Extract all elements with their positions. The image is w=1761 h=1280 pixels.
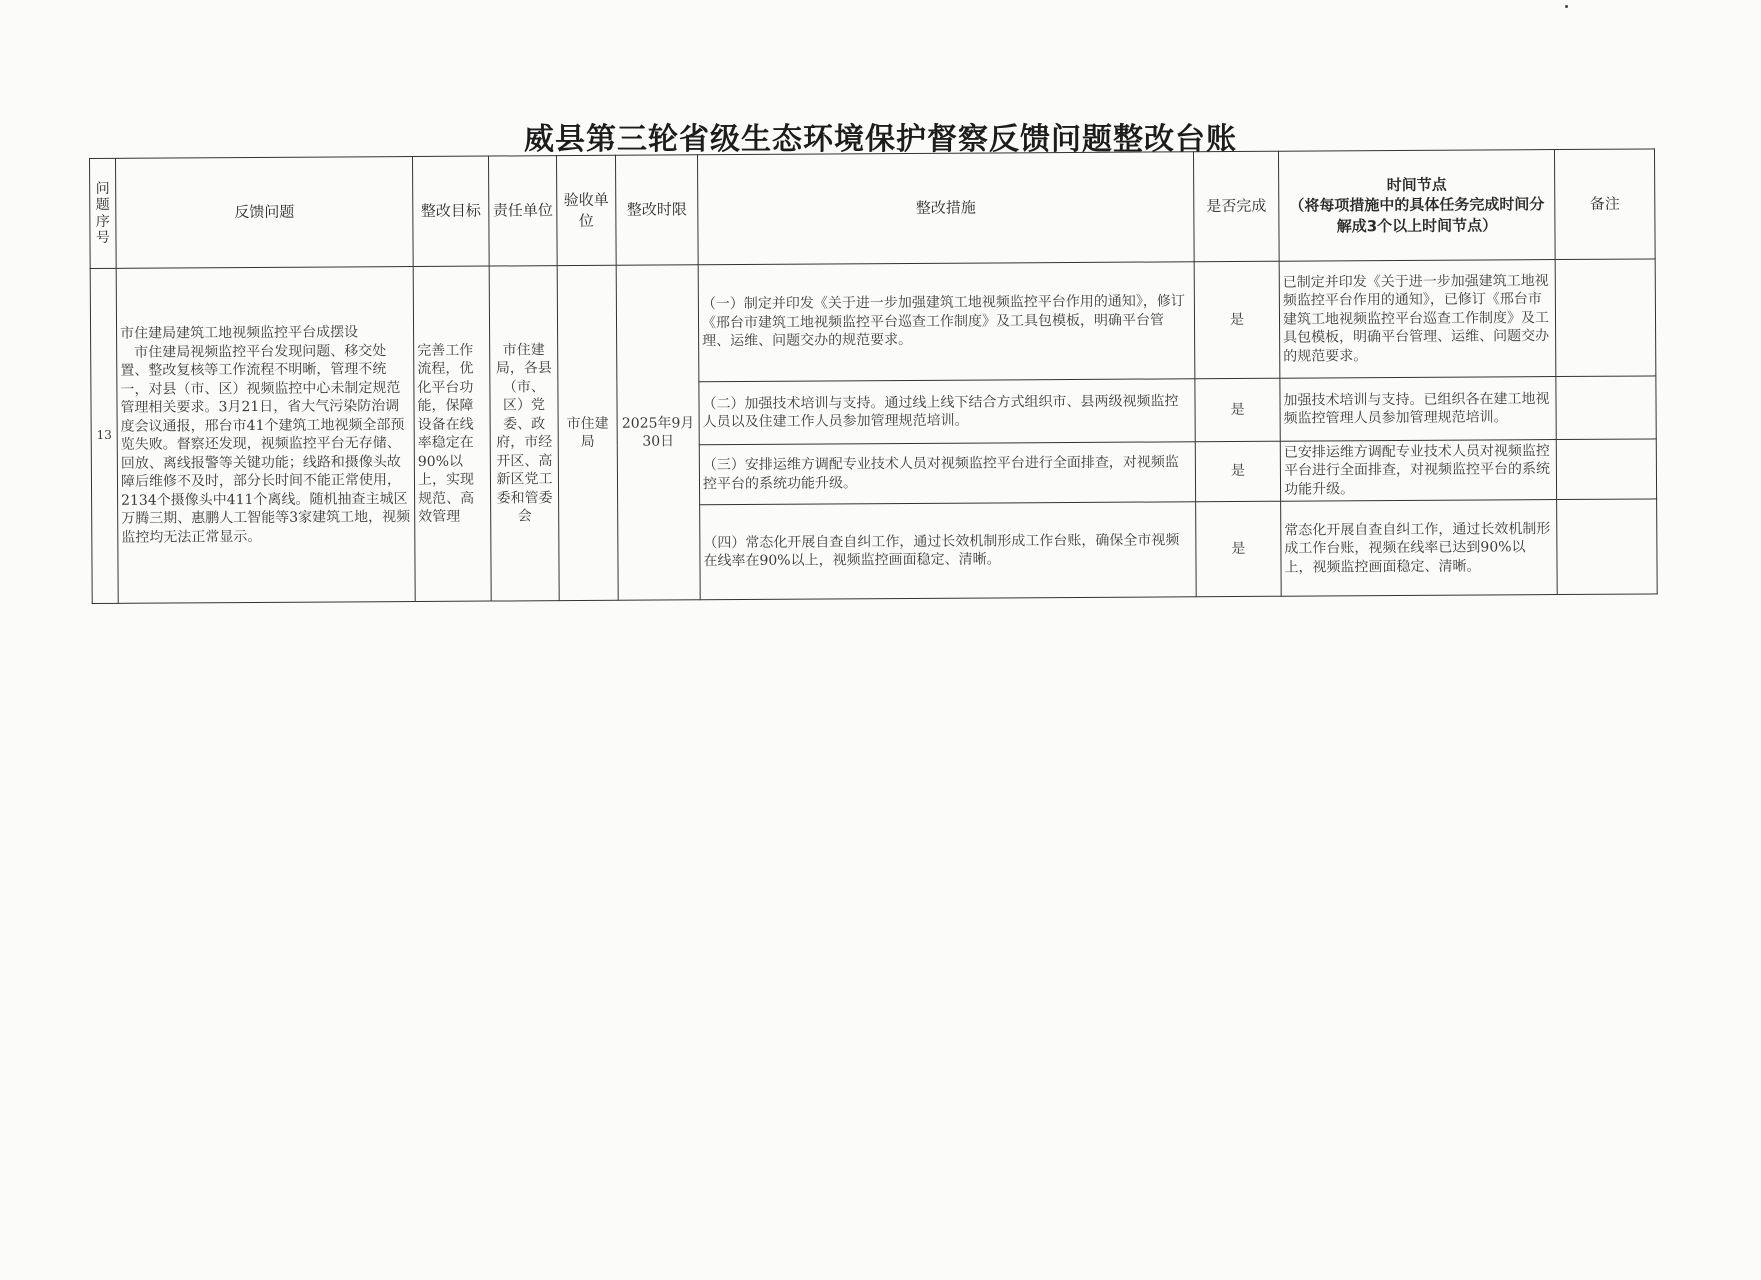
measure-text: （三）安排运维方调配专业技术人员对视频监控平台进行全面排查，对视频监控平台的系统功能升级。 bbox=[699, 442, 1195, 505]
header-seq: 问题序号 bbox=[90, 158, 117, 268]
record-acceptance: 市住建局 bbox=[557, 265, 618, 601]
measure-remarks bbox=[1556, 439, 1656, 500]
header-row bbox=[90, 149, 1656, 269]
header-goal: 整改目标 bbox=[412, 156, 489, 266]
table-row bbox=[90, 259, 1656, 386]
record-seq: 13 bbox=[90, 268, 118, 604]
header-measures: 整改措施 bbox=[697, 152, 1194, 265]
header-acceptance: 验收单位 bbox=[556, 155, 616, 265]
measure-text: （二）加强技术培训与支持。通过线上线下结合方式组织市、县两级视频监控人员以及住建工作人员参加管理规范培训。 bbox=[699, 379, 1195, 445]
measure-progress: 常态化开展自查自纠工作，通过长效机制形成工作台账，视频在线率已达到90%以上，视频监控画面稳定、清晰。 bbox=[1281, 500, 1558, 597]
measure-progress: 加强技术培训与支持。已组织各在建工地视频监控管理人员参加管理规范培训。 bbox=[1280, 377, 1556, 442]
rectification-ledger-table bbox=[89, 148, 1658, 604]
measure-text: （一）制定并印发《关于进一步加强建筑工地视频监控平台作用的通知》，修订《邢台市建筑工地视频监控平台巡查工作制度》及工具包模板，明确平台管理、运维、问题交办的规范要求。 bbox=[698, 262, 1195, 382]
scan-speck bbox=[1565, 5, 1568, 8]
measure-progress: 已安排运维方调配专业技术人员对视频监控平台进行全面排查，对视频监控平台的系统功能升级。 bbox=[1280, 440, 1556, 502]
measure-progress: 已制定并印发《关于进一步加强建筑工地视频监控平台作用的通知》，已修订《邢台市建筑工地视频监控平台巡查工作制度》及工具包模板，明确平台管理、运维、问题交办的规范要求。 bbox=[1279, 260, 1556, 379]
header-problem: 反馈问题 bbox=[116, 157, 414, 269]
record-goal: 完善工作流程，优化平台功能，保障设备在线率稳定在90%以上，实现规范、高效管理 bbox=[413, 266, 491, 602]
measure-completed: 是 bbox=[1195, 378, 1280, 442]
measure-completed: 是 bbox=[1195, 441, 1280, 502]
record-responsible: 市住建局，各县（市、区）党委、政府，市经开区、高新区党工委和管委会 bbox=[489, 266, 559, 602]
measure-completed: 是 bbox=[1196, 502, 1282, 598]
document-title: 威县第三轮省级生态环境保护督察反馈问题整改台账 bbox=[524, 122, 1237, 157]
header-completed: 是否完成 bbox=[1193, 151, 1279, 262]
measure-text: （四）常态化开展自查自纠工作，通过长效机制形成工作台账，确保全市视频在线率在90%以上，视频监控画面稳定、清晰。 bbox=[700, 502, 1197, 600]
header-responsible: 责任单位 bbox=[488, 156, 557, 266]
measure-completed: 是 bbox=[1194, 261, 1280, 379]
measure-remarks bbox=[1557, 499, 1658, 595]
measure-remarks bbox=[1555, 259, 1656, 377]
header-timeline: 时间节点 （将每项措施中的具体任务完成时间分解成3个以上时间节点） bbox=[1278, 150, 1555, 262]
measure-remarks bbox=[1556, 376, 1656, 440]
header-remarks: 备注 bbox=[1554, 149, 1655, 260]
record-problem: 市住建局建筑工地视频监控平台成摆设 市住建局视频监控平台发现问题、移交处置、整改复核等工作流程不明晰，管理不统一，对县（市、区）视频监控中心未制定规范管理相关要求。3月21日，省大气污染防治调度会议通报，邢台市41个建筑工地视频全部预览失败。督察还发现，视频监控平台无存储、回放、离线报警等关键功能；线路和摄像头故障后维修不及时，部分长时间不能正常使用，2134个摄像头中411个离线。随机抽查主城区万腾三期、惠鹏人工智能等3家建筑工地，视频监控均无法正常显示。 bbox=[116, 267, 415, 604]
header-deadline: 整改时限 bbox=[615, 155, 698, 265]
record-deadline: 2025年9月30日 bbox=[616, 265, 700, 601]
